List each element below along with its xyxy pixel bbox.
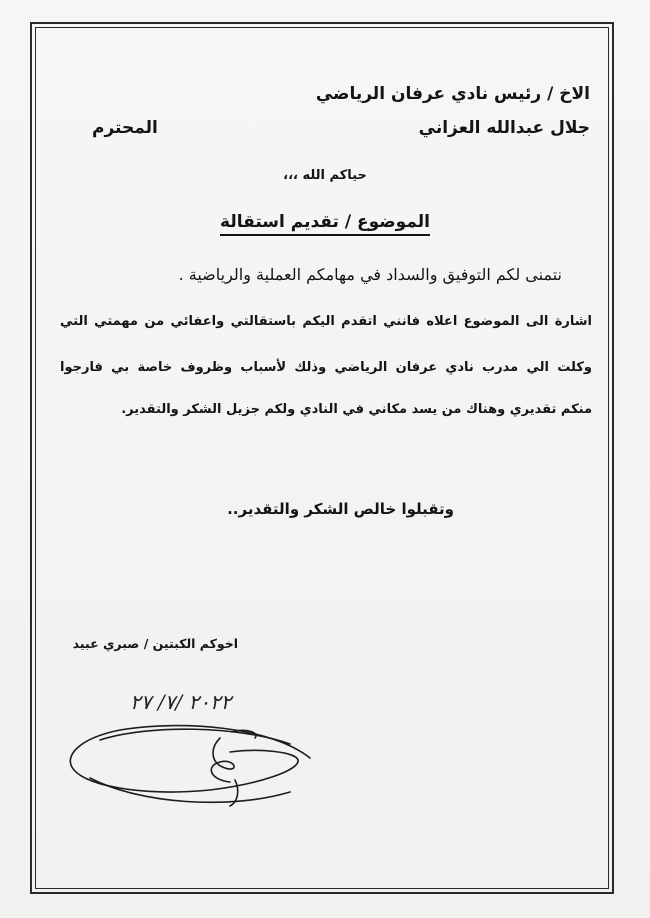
respected-label: المحترم (92, 118, 158, 138)
handwritten-date: ٢٠٢٢ /٧/ ٢٧ (130, 690, 232, 714)
subject-line (0, 212, 650, 232)
greeting: حياكم الله ،،، (283, 168, 367, 183)
handwritten-signature (60, 718, 320, 818)
body-line: منكم تقديري وهناك من يسد مكاني في النادي ولكم جزيل الشكر والتقدير. (121, 402, 592, 417)
body-line: وكلت الي مدرب نادي عرفان الرياضي وذلك لأسباب وظروف خاصة بي فارجوا (60, 360, 592, 375)
subject-text: الموضوع / تقديم استقالة (220, 212, 430, 236)
signer-name: اخوكم الكبتين / صبري عبيد (72, 636, 238, 651)
opening-paragraph: نتمنى لكم التوفيق والسداد في مهامكم العملية والرياضية . (178, 265, 562, 284)
closing-line: وتقبلوا خالص الشكر والتقدير.. (227, 500, 454, 518)
addressee-line-1: الاخ / رئيس نادي عرفان الرياضي (315, 84, 590, 104)
body-line: اشارة الى الموضوع اعلاه فانني اتقدم اليكم باستقالتي واعفائي من مهمتي التي (60, 314, 592, 329)
addressee-name: جلال عبدالله العزاني (418, 118, 590, 138)
